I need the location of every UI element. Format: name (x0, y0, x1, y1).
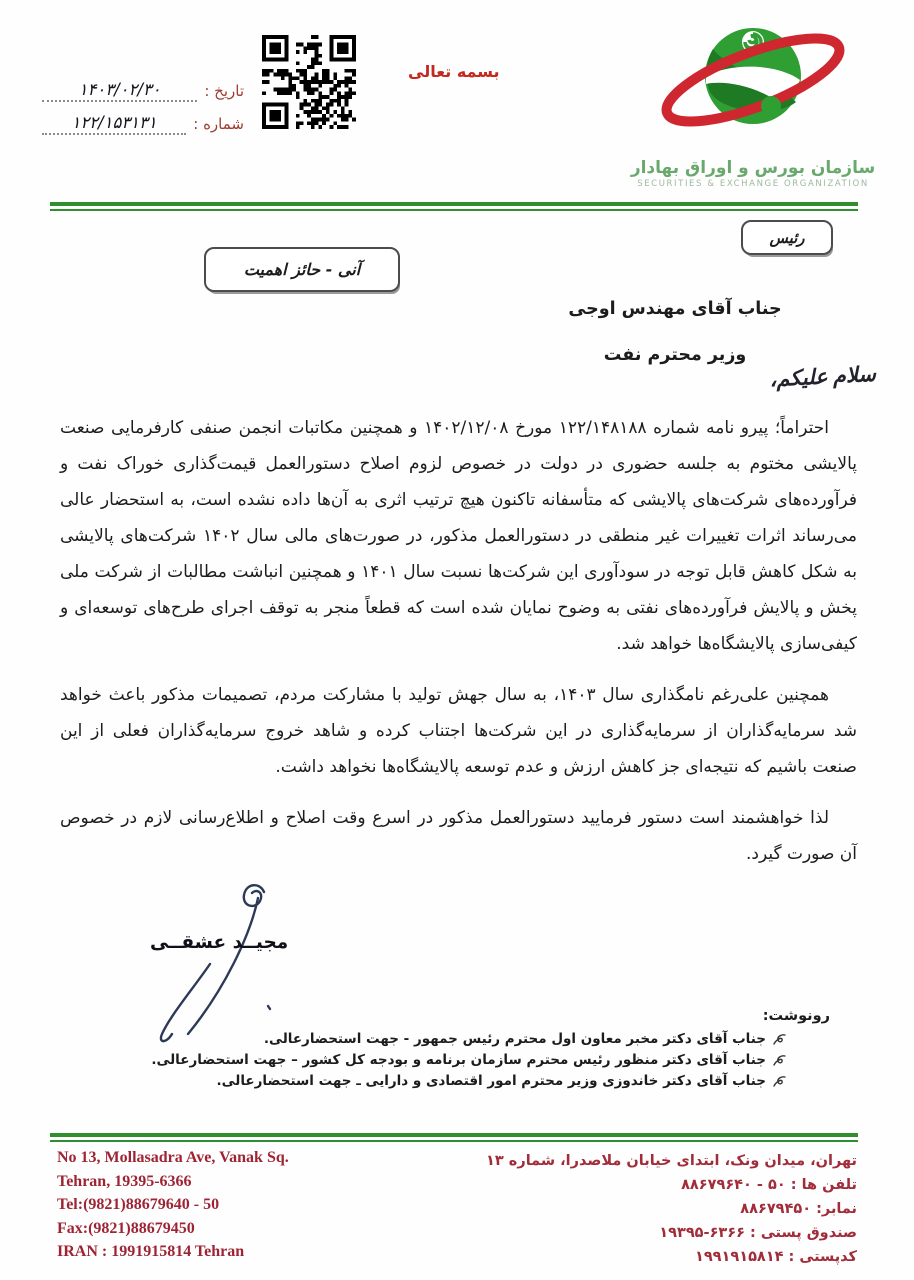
paragraph-2: همچنین علی‌رغم نامگذاری سال ۱۴۰۳، به سال جهش تولید با مشارکت مردم، تصمیمات مذکور باعث خواهد شد سرمایه‌گذاران از سرمایه‌گذاری در این شرکت‌ها اجتناب کرده و شاهد خروج سرمایه‌گذاران فعلی از این صنعت باشیم که نتیجه‌ای جز کاهش ارزش و عدم توسعه پالایشگاه‌ها نخواهد داشت. (60, 685, 857, 777)
salutation-handwriting: سلام علیکم، (768, 361, 877, 392)
header-divider-line (50, 202, 858, 211)
cc-item-text: جناب آقای دکتر خاندوزی وزیر محترم امور اقتصادی و دارایی ـ جهت استحضارعالی. (216, 1073, 766, 1089)
paragraph-1: احتراماً؛ پیرو نامه شماره ۱۲۲/۱۴۸۱۸۸ مورخ ۱۴۰۲/۱۲/۰۸ و همچنین مکاتبات انجمن صنفی کارفرمایی صنعت پالایشی مختوم به جلسه حضوری در دولت در خصوص لزوم اصلاح دستورالعمل قیمت‌گذاری خوراک نفت و فرآورده‌های شرکت‌های پالایشی که متأسفانه تاکنون هیچ ترتیب اثری به آن‌ها داده نشده است، به استحضار عالی می‌رساند اثرات تغییرات غیر منطقی در دستورالعمل مذکور، در صورت‌های مالی سال ۱۴۰۲ شرکت‌های پالایشی به شکل کاهش قابل توجه در سودآوری این شرکت‌ها نسبت سال ۱۴۰۱ و همچنین انباشت مطالبات از شرکت ملی پخش و پالایش فرآورده‌های نفتی به وضوح نمایان شده است که قطعاً منجر به توقف اجرای طرح‌های توسعه‌ای و کیفی‌سازی پالایشگاه‌ها خواهد شد. (60, 418, 857, 654)
footer-en-line: Fax:(9821)88679450 (57, 1219, 195, 1237)
date-number-block (42, 80, 244, 146)
scribble-check-icon (772, 1054, 787, 1067)
letter-body (60, 410, 857, 887)
priority-stamp: آنی - حائز اهمیت (204, 247, 400, 292)
footer-fa-line: تلفن ها : ۵۰ - ۸۸۶۷۹۶۴۰ (681, 1177, 857, 1193)
recipient-name: جناب آقای مهندس اوجی (568, 299, 782, 319)
org-name-farsi: سازمان بورس و اوراق بهادار (630, 158, 876, 178)
cc-section (151, 1008, 830, 1094)
cc-item (151, 1052, 787, 1068)
recipient-title: وزیر محترم نفت (603, 345, 747, 365)
cc-item-text: جناب آقای دکتر مخبر معاون اول محترم رئیس جمهور - جهت استحضارعالی. (263, 1031, 766, 1047)
paragraph-3: لذا خواهشمند است دستور فرمایید دستورالعمل مذکور در اسرع وقت اصلاح و اطلاع‌رسانی لازم در خصوص آن صورت گیرد. (60, 808, 857, 864)
footer-en-line: No 13, Mollasadra Ave, Vanak Sq. (57, 1149, 289, 1166)
scribble-check-icon (772, 1075, 787, 1088)
qr-code-icon (262, 33, 356, 131)
cc-item (151, 1031, 787, 1047)
footer-fa-line: نمابر: ۸۸۶۷۹۴۵۰ (740, 1201, 857, 1217)
globe-with-ring-logo-icon (628, 14, 878, 154)
qr-code-svg (262, 33, 356, 131)
cc-item-text: جناب آقای دکتر منظور رئیس محترم سازمان برنامه و بودجه کل کشور – جهت استحضارعالی. (151, 1052, 766, 1068)
number-row (42, 113, 244, 135)
footer-en-line: Tehran, 19395-6366 (57, 1172, 192, 1190)
org-name-english: SECURITIES & EXCHANGE ORGANIZATION (637, 179, 869, 189)
cc-heading: رونوشت: (762, 1008, 830, 1024)
footer-fa-line: تهران، میدان ونک، ابتدای خیابان ملاصدرا، شماره ۱۳ (486, 1153, 857, 1169)
number-label: شماره : (193, 115, 244, 133)
footer-en-line: IRAN : 1991915814 Tehran (57, 1243, 245, 1260)
footer-address-farsi (486, 1149, 857, 1269)
footer-divider-line (50, 1133, 858, 1142)
footer-fa-line: کدپستی : ۱۹۹۱۹۱۵۸۱۴ (694, 1249, 857, 1265)
footer-address-english (57, 1146, 289, 1264)
signatory-name: مجیــد عشقــی (150, 932, 289, 953)
recipient-block (560, 286, 790, 378)
number-value: ۱۲۲/۱۵۳۱۳۱ (42, 113, 186, 135)
scribble-check-icon (772, 1033, 787, 1046)
date-row (42, 80, 244, 102)
footer-fa-line: صندوق پستی : ۶۳۶۶-۱۹۳۹۵ (659, 1225, 857, 1241)
bismillah-text: بسمه تعالی (408, 62, 500, 81)
role-box: رئیس (741, 220, 833, 255)
cc-item (151, 1073, 787, 1089)
footer-en-line: Tel:(9821)88679640 - 50 (57, 1196, 220, 1213)
date-value: ۱۴۰۳/۰۲/۳۰ (42, 80, 197, 102)
date-label: تاریخ : (204, 82, 244, 100)
organization-logo (628, 14, 878, 189)
